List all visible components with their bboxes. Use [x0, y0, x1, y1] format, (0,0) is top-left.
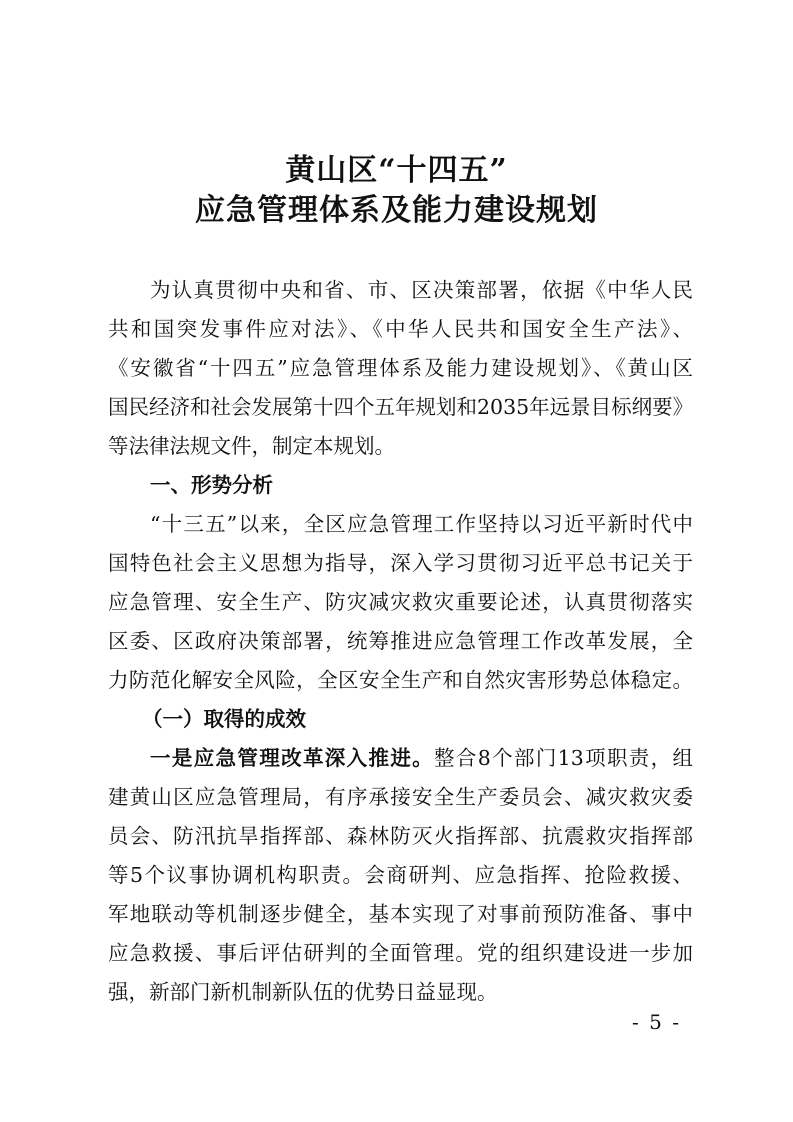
title-line-1: 黄山区“十四五”: [285, 153, 508, 188]
section-line: “十三五”以来，全区应急管理工作坚持以习近平新时代中: [150, 512, 693, 536]
subsection-lead-line: [150, 744, 693, 772]
intro-line: 《安徽省“十四五”应急管理体系及能力建设规划》、《黄山区: [108, 356, 693, 380]
subsection-heading: （一）取得的成效: [142, 707, 306, 731]
intro-line: 等法律法规文件，制定本规划。: [108, 434, 395, 458]
subsection-line: 军地联动等机制逐步健全，基本实现了对事前预防准备、事中: [108, 902, 693, 926]
section-line: 区委、区政府决策部署，统筹推进应急管理工作改革发展，全: [108, 629, 693, 653]
page-number: - 5 -: [632, 1010, 681, 1034]
lead-bold-text: 一是应急管理改革深入推进。: [150, 746, 435, 770]
subsection-line: 等5个议事协调机构职责。会商研判、应急指挥、抢险救援、: [108, 863, 693, 887]
subsection-line: 员会、防汛抗旱指挥部、森林防灭火指挥部、抗震救灾指挥部: [108, 824, 693, 848]
subsection-line: 建黄山区应急管理局，有序承接安全生产委员会、减灾救灾委: [108, 785, 693, 809]
intro-line: 为认真贯彻中央和省、市、区决策部署，依据《中华人民: [150, 278, 693, 302]
section-heading: 一、形势分析: [150, 473, 273, 497]
subsection-line: 应急救援、事后评估研判的全面管理。党的组织建设进一步加: [108, 941, 693, 965]
lead-rest-text: 整合8个部门13项职责，组: [434, 746, 693, 770]
subsection-line: 强，新部门新机制新队伍的优势日益显现。: [108, 980, 498, 1004]
intro-line: 共和国突发事件应对法》、《中华人民共和国安全生产法》、: [108, 317, 693, 341]
title-line-2: 应急管理体系及能力建设规划: [195, 193, 598, 228]
intro-line: 国民经济和社会发展第十四个五年规划和2035年远景目标纲要》: [108, 395, 694, 419]
section-line: 力防范化解安全风险，全区安全生产和自然灾害形势总体稳定。: [108, 668, 693, 692]
section-line: 国特色社会主义思想为指导，深入学习贯彻习近平总书记关于: [108, 551, 693, 575]
section-line: 应急管理、安全生产、防灾减灾救灾重要论述，认真贯彻落实: [108, 590, 693, 614]
